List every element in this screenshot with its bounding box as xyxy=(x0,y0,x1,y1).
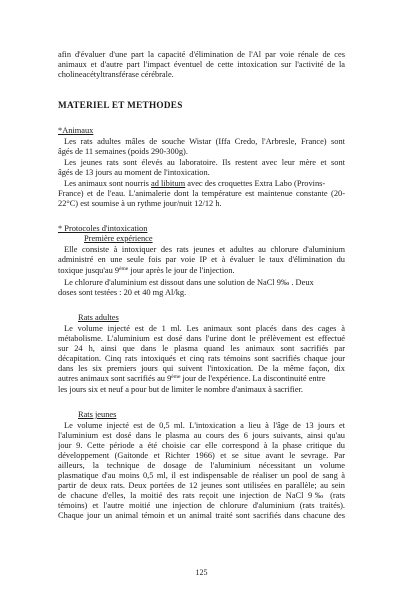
animaux-p1-line-2: âgés de 11 semaines (poids 290-300g). xyxy=(58,147,188,156)
rats-jeunes-line-5: ailleurs, la technique de dosage de l'aluminium nécessitant un volume xyxy=(58,461,345,470)
protocoles-p1-text-b: jour après le jour de l'injection. xyxy=(128,266,235,275)
animaux-p3-text-a: Les animaux sont nourris xyxy=(64,179,151,188)
rats-jeunes-line-1: Le volume injecté est de 0,5 ml. L'intoxication a lieu à l'âge de 13 jours et xyxy=(64,421,345,430)
ordinal-superscript: ème xyxy=(171,374,181,380)
rats-jeunes-line-2: l'aluminium est dosé dans le plasma au cours des 6 jours suivants, ainsi qu'au xyxy=(58,431,345,440)
premiere-experience-subheading: Première expérience xyxy=(84,234,153,243)
intro-line-3: cholineacétyltransférase cérébrale. xyxy=(58,70,174,79)
protocoles-p1-line-2: administré en une seule fois par voie IP et à évaluer le taux d'élimination du xyxy=(58,255,345,264)
rats-jeunes-heading: Rats jeunes xyxy=(78,410,117,419)
rats-adultes-line-7: les jours six et neuf a pour but de limiter le nombre d'animaux à sacrifier. xyxy=(58,385,304,394)
rats-jeunes-line-7: partir de deux rats. Deux portées de 12 jeunes sont utilisées en parallèle; au sein xyxy=(58,481,345,490)
rats-adultes-line-6 xyxy=(58,374,325,384)
rats-adultes-heading: Rats adultes xyxy=(78,313,119,322)
protocoles-p1-line-1: Elle consiste à intoxiquer des rats jeunes et adultes au chlorure d'aluminium xyxy=(64,245,345,254)
animaux-p3-line-3: 22°C) est soumise à un rythme jour/nuit 12/12 h. xyxy=(58,199,222,208)
rats-adultes-line-3: sur 24 h, ainsi que dans le plasma quand les animaux sont sacrifiés par xyxy=(58,344,345,353)
rats-adultes-line-4: décapitation. Cinq rats intoxiqués et cinq rats témoins sont sacrifiés chaque jour xyxy=(58,354,345,363)
protocoles-p1-line-3 xyxy=(58,266,235,276)
rats-jeunes-line-8: de chacune d'elles, la moitié des rats reçoit une injection de NaCl 9‰ (rats xyxy=(58,491,345,500)
section-title: MATERIEL ET METHODES xyxy=(58,100,183,110)
animaux-p3-line-2: France) et de l'eau. L'animalerie dont la température est maintenue constante (20- xyxy=(58,189,345,198)
page-number: 125 xyxy=(195,568,208,577)
rats-jeunes-line-4: développement (Gaitonde et Richter 1966) et se situe avant le sevrage. Par xyxy=(58,451,345,460)
protocoles-heading: * Protocoles d'intoxication xyxy=(58,224,148,233)
rats-jeunes-line-9: témoins) et l'autre moitié une injection de chlorure d'aluminium (rats traités). xyxy=(58,501,345,510)
rats-adultes-line-6-text-b: jour de l'expérience. La discontinuité entre xyxy=(180,374,326,383)
protocoles-p2-line-2: doses sont testées : 20 et 40 mg Al/kg. xyxy=(58,288,187,297)
protocoles-p1-text-a: toxique jusqu'au 9 xyxy=(58,266,120,275)
rats-jeunes-line-10: Chaque jour un animal témoin et un animal traité sont sacrifiés dans chacune des xyxy=(58,511,345,520)
animaux-p1-line-1: Les rats adultes mâles de souche Wistar (Iffa Credo, l'Arbresle, France) sont xyxy=(64,137,345,146)
rats-adultes-line-5: dans les six premiers jours qui suivent l'intoxication. De la même façon, dix xyxy=(58,364,345,373)
rats-adultes-line-6-text-a: autres animaux sont sacrifiés au 9 xyxy=(58,374,172,383)
rats-jeunes-line-6: plasmatique d'au moins 0,5 ml, il est indispensable de réaliser un pool de sang à xyxy=(58,471,345,480)
ad-libitum-term: ad libitum xyxy=(151,179,186,188)
animaux-heading: *Animaux xyxy=(58,126,94,135)
protocoles-p2-line-1: Le chlorure d'aluminium est dissout dans une solution de NaCl 9‰ . Deux xyxy=(64,278,314,287)
intro-line-2: animaux et d'autre part l'impact éventuel de cette intoxication sur l'activité de la xyxy=(58,60,345,69)
ordinal-superscript: ème xyxy=(119,266,129,272)
animaux-p2-line-1: Les jeunes rats sont élevés au laboratoire. Ils restent avec leur mère et sont xyxy=(64,158,345,167)
rats-jeunes-line-3: jour 9. Cette période a été choisie car elle correspond à la phase critique du xyxy=(58,441,345,450)
intro-line-1: afin d'évaluer d'une part la capacité d'élimination de l'Al par voie rénale de ces xyxy=(58,50,345,59)
animaux-p3-line-1 xyxy=(64,179,325,189)
animaux-p3-text-b: avec des croquettes Extra Labo (Provins- xyxy=(185,179,326,188)
rats-adultes-line-1: Le volume injecté est de 1 ml. Les animaux sont placés dans des cages à xyxy=(64,324,345,333)
rats-adultes-line-2: métabolisme. L'aluminium est dosé dans l'urine dont le prélèvement est effectué xyxy=(58,334,345,343)
animaux-p2-line-2: âgés de 13 jours au moment de l'intoxication. xyxy=(58,168,210,177)
